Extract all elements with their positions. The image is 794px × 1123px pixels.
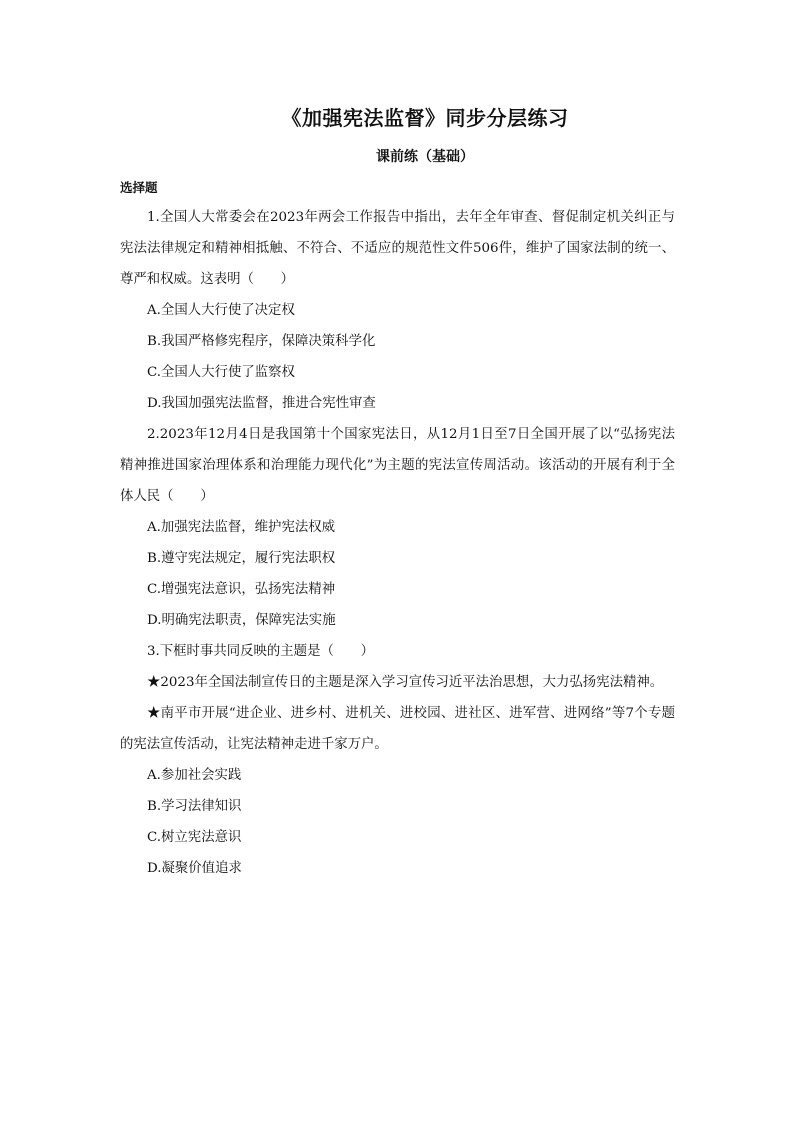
question-stem: 2.2023年12月4日是我国第十个国家宪法日，从12月1日至7日全国开展了以“弘扬宪法精神推进国家治理体系和治理能力现代化”为主题的宪法宣传周活动。该活动的开展有利于全体人民（ ） xyxy=(120,427,675,504)
material-item: ★南平市开展“进企业、进乡村、进机关、进校园、进社区、进军营、进网络”等7个专题的宪法宣传活动，让宪法精神走进千家万户。 xyxy=(120,706,675,752)
option-c: C.树立宪法意识 xyxy=(147,830,242,845)
question-stem: 1.全国人大常委会在2023年两会工作报告中指出，去年全年审查、督促制定机关纠正与宪法法律规定和精神相抵触、不符合、不适应的规范性文件506件，维护了国家法制的统一、尊严和权威。这表明（ ） xyxy=(120,210,675,287)
option-a: A.加强宪法监督，维护宪法权威 xyxy=(147,520,336,535)
option-a: A.全国人大行使了决定权 xyxy=(147,303,295,318)
question-list xyxy=(120,202,675,884)
question-1 xyxy=(120,202,675,419)
material-item: ★2023年全国法制宣传日的主题是深入学习宣传习近平法治思想，大力弘扬宪法精神。 xyxy=(147,675,664,690)
option-d: D.我国加强宪法监督，推进合宪性审查 xyxy=(147,396,376,411)
document-subtitle: 课前练（基础） xyxy=(376,149,474,165)
question-2 xyxy=(120,419,675,636)
option-b: B.遵守宪法规定，履行宪法职权 xyxy=(147,551,336,566)
option-c: C.增强宪法意识，弘扬宪法精神 xyxy=(147,582,336,597)
option-d: D.凝聚价值追求 xyxy=(147,861,242,876)
option-a: A.参加社会实践 xyxy=(147,768,242,783)
question-stem: 3.下框时事共同反映的主题是（ ） xyxy=(147,644,375,659)
option-b: B.学习法律知识 xyxy=(147,799,242,814)
option-b: B.我国严格修宪程序，保障决策科学化 xyxy=(147,334,376,349)
question-3 xyxy=(120,636,675,884)
option-c: C.全国人大行使了监察权 xyxy=(147,365,295,380)
option-d: D.明确宪法职责，保障宪法实施 xyxy=(147,613,336,628)
document-title: 《加强宪法监督》同步分层练习 xyxy=(281,106,569,130)
section-label: 选择题 xyxy=(120,180,158,195)
